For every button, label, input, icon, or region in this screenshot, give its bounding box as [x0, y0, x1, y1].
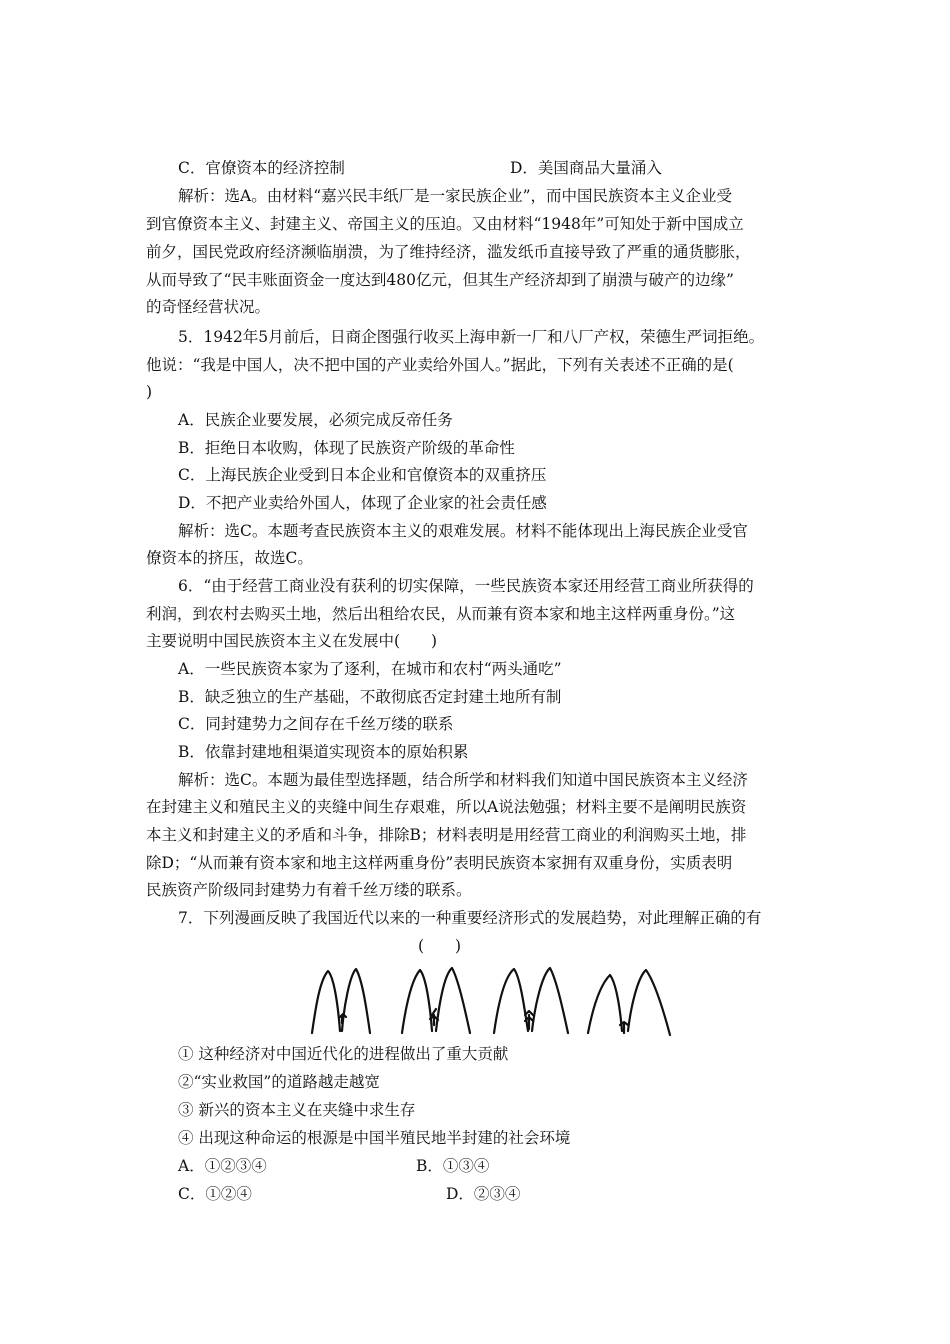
q4-option-c: C．官僚资本的经济控制: [178, 159, 345, 177]
q6-analysis-line: 解析：选C。本题为最佳型选择题，结合所学和材料我们知道中国民族资本主义经济: [178, 771, 748, 789]
q6-stem-line: 6．“由于经营工商业没有获利的切实保障，一些民族资本家还用经营工商业所获得的: [178, 577, 754, 595]
q7-statement-2: ②“实业救国”的道路越走越宽: [178, 1073, 380, 1091]
q6-analysis-line: 民族资产阶级同封建势力有着千丝万缕的联系。: [146, 881, 472, 899]
q5-stem-line: 5．1942年5月前后，日商企图强行收买上海申新一厂和八厂产权，荣德生严词拒绝。: [178, 328, 765, 346]
q7-option-c: C．①②④: [178, 1185, 252, 1203]
q4-option-d: D．美国商品大量涌入: [510, 159, 662, 177]
q7-option-d: D．②③④: [446, 1185, 521, 1203]
q4-analysis-line: 的奇怪经营状况。: [146, 298, 271, 316]
q5-stem-line: 他说：“我是中国人，决不把中国的产业卖给外国人。”据此，下列有关表述不正确的是(: [146, 356, 734, 374]
q6-stem-line: 主要说明中国民族资本主义在发展中( ): [146, 632, 438, 650]
q7-stem-line: 7．下列漫画反映了我国近代以来的一种重要经济形式的发展趋势，对此理解正确的有: [178, 909, 762, 927]
q6-analysis-line: 本主义和封建主义的矛盾和斗争，排除B；材料表明是用经营工商业的利润购买土地，排: [146, 826, 747, 844]
q6-option-d: B．依靠封建地租渠道实现资本的原始积累: [178, 743, 469, 761]
q5-option-d: D．不把产业卖给外国人，体现了企业家的社会责任感: [178, 494, 547, 512]
sprout-between-arches-icon: [306, 965, 676, 1037]
q4-analysis-line: 前夕，国民党政府经济濒临崩溃，为了维持经济，滥发纸币直接导致了严重的通货膨胀，: [146, 243, 751, 261]
q6-option-c: C．同封建势力之间存在千丝万缕的联系: [178, 715, 454, 733]
q5-analysis-line: 僚资本的挤压，故选C。: [146, 549, 313, 567]
q7-statement-1: ① 这种经济对中国近代化的进程做出了重大贡献: [178, 1045, 509, 1063]
q4-analysis-line: 从而导致了“民丰账面资金一度达到480亿元，但其生产经济却到了崩溃与破产的边缘”: [146, 271, 734, 289]
q6-option-a: A．一些民族资本家为了逐利，在城市和农村“两头通吃”: [178, 660, 562, 678]
q6-analysis-line: 除D；“从而兼有资本家和地主这样两重身份”表明民族资本家拥有双重身份，实质表明: [146, 854, 733, 872]
q7-option-b: B．①③④: [416, 1157, 490, 1175]
q5-option-c: C．上海民族企业受到日本企业和官僚资本的双重挤压: [178, 466, 547, 484]
q4-analysis-line: 解析：选A。由材料“嘉兴民丰纸厂是一家民族企业”，而中国民族资本主义企业受: [178, 187, 733, 205]
q5-option-a: A．民族企业要发展，必须完成反帝任务: [178, 411, 453, 429]
q7-answer-bracket: ( ): [418, 937, 462, 955]
q5-option-b: B．拒绝日本收购，体现了民族资产阶级的革命性: [178, 439, 515, 457]
q7-statement-3: ③ 新兴的资本主义在夹缝中求生存: [178, 1101, 416, 1119]
q7-option-a: A．①②③④: [178, 1157, 267, 1175]
q7-statement-4: ④ 出现这种命运的根源是中国半殖民地半封建的社会环境: [178, 1129, 571, 1147]
q5-stem-line: ): [146, 383, 153, 401]
q5-analysis-line: 解析：选C。本题考查民族资本主义的艰难发展。材料不能体现出上海民族企业受官: [178, 522, 748, 540]
q6-analysis-line: 在封建主义和殖民主义的夹缝中间生存艰难，所以A说法勉强；材料主要不是阐明民族资: [146, 798, 747, 816]
q6-stem-line: 利润，到农村去购买土地，然后出租给农民，从而兼有资本家和地主这样两重身份。”这: [146, 605, 736, 623]
q6-option-b: B．缺乏独立的生产基础，不敢彻底否定封建土地所有制: [178, 688, 562, 706]
q4-analysis-line: 到官僚资本主义、封建主义、帝国主义的压迫。又由材料“1948年”可知处于新中国成立: [146, 215, 744, 233]
